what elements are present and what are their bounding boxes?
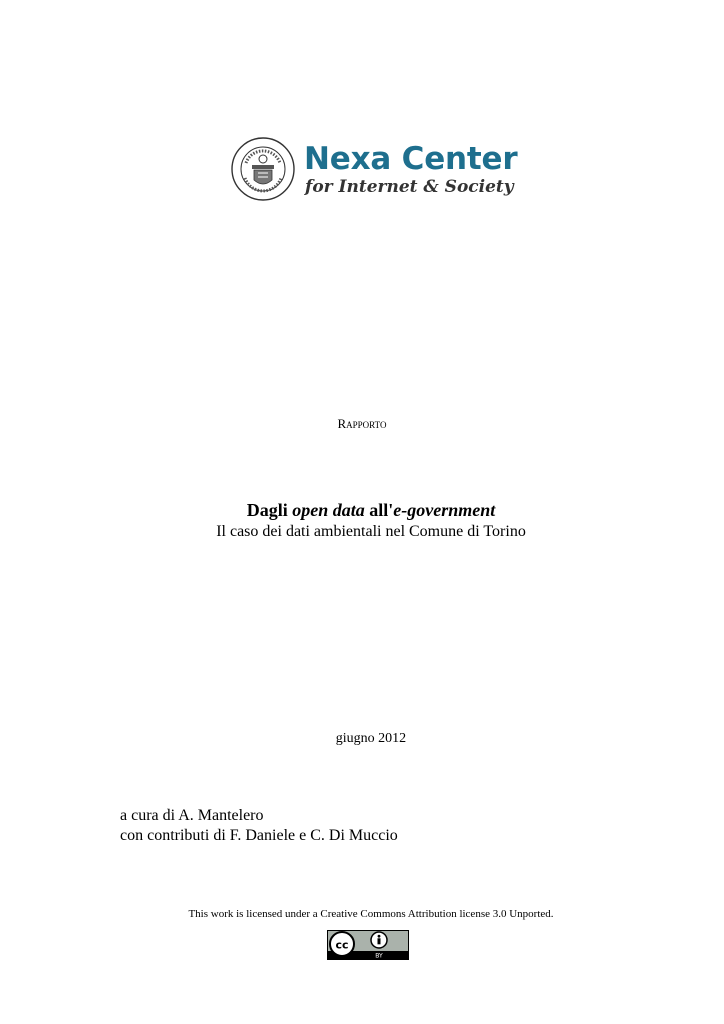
contributors-credit: con contributi di F. Daniele e C. Di Muccio [120, 827, 398, 844]
credits [120, 806, 398, 846]
publication-date: giugno 2012 [335, 731, 407, 746]
title-part-4: e-government [393, 500, 496, 520]
cc-by-badge-icon[interactable] [327, 930, 409, 960]
logo-tagline: for Internet & Society [305, 177, 514, 197]
title-part-2: open data [292, 500, 365, 520]
nexa-logo [230, 136, 517, 202]
title-part-1: Dagli [246, 500, 293, 520]
cc-by-label: BY [375, 952, 383, 960]
license-text: This work is licensed under a Creative Commons Attribution license 3.0 Unported. [188, 908, 554, 920]
svg-text:cc: cc [335, 938, 349, 952]
logo-name: Nexa Center [304, 141, 518, 177]
document-title [0, 500, 724, 521]
politecnico-seal-icon [230, 136, 296, 202]
title-part-3: all' [364, 500, 394, 520]
editor-credit: a cura di A. Mantelero [120, 807, 264, 824]
report-label: Rapporto [337, 416, 387, 431]
document-subtitle: Il caso dei dati ambientali nel Comune di Torino [216, 523, 526, 540]
